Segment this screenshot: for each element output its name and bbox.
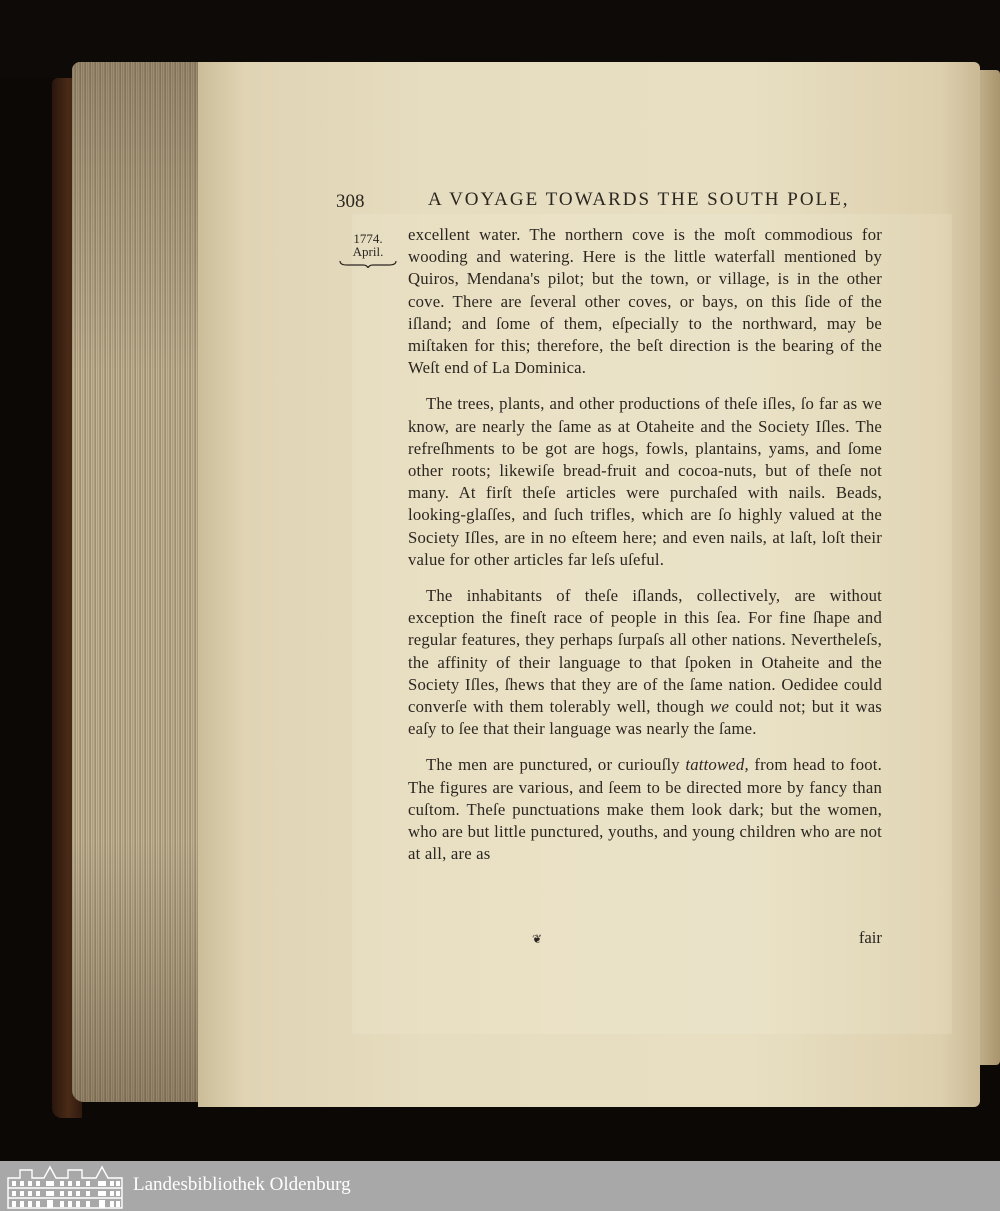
paragraph-4 <box>408 754 882 865</box>
catchword-row <box>408 928 882 952</box>
body-text <box>408 224 882 865</box>
facing-page-edge <box>980 70 1000 1065</box>
signature-mark: ❦ <box>532 932 543 946</box>
paragraph-2: The trees, plants, and other productions of theſe iſles, ſo far as we know, are nearly the ſame as at Otaheite and the Society Iſles. The refreſhments to be got are hogs, fowls, plantains, yams, and ſome other roots; likewiſe bread-fruit and cocoa-nuts, but of theſe not many. At firſt theſe articles were purchaſed with nails. Beads, looking-glaſſes, and ſuch trifles, which are ſo highly valued at the Society Iſles, are in no eſteem here; and even nails, at laſt, loſt their value for other articles far leſs uſeful. <box>408 394 882 569</box>
catchword: fair <box>858 928 882 947</box>
brace-icon <box>339 260 397 268</box>
library-building-logo-icon <box>6 1164 124 1209</box>
paragraph-4-tail: from head to foot. The figures are various, and ſeem to be directed more by fancy than cuſtom. Theſe punctuations make them look dark; but the women, who are but little punctured, youths, and young children who are not at all, are as <box>408 755 882 864</box>
margin-note <box>337 232 399 268</box>
paragraph-1: excellent water. The northern cove is the moſt commodious for wooding and watering. Here is the little waterfall mentioned by Quiros, Mendana's pilot; but the town, or village, is in the other cove. There are ſeveral other coves, or bays, on this ſide of the iſland; and ſome of them, eſpecially to the northward, may be miſtaken for this; therefore, the beſt direction is the bearing of the Weſt end of La Dominica. <box>408 225 882 378</box>
library-footer <box>0 1161 1000 1211</box>
paragraph-4-italic: tattowed, <box>685 755 749 775</box>
margin-note-year: 1774. <box>353 231 383 246</box>
paragraph-3-italic: we <box>710 697 730 717</box>
running-head <box>336 189 881 215</box>
margin-note-month: April. <box>352 244 384 259</box>
paragraph-3 <box>408 585 882 740</box>
library-name: Landesbibliothek Oldenburg <box>133 1174 351 1195</box>
page-number: 308 <box>336 191 365 212</box>
page-block-shading <box>72 62 204 1102</box>
running-title: A VOYAGE TOWARDS THE SOUTH POLE, <box>428 189 850 210</box>
paragraph-3-text: The inhabitants of theſe iſlands, collectively, are without exception the fineſt race of people in this ſea. For fine ſhape and regular features, they perhaps ſurpaſs all other nations. Neverthelеſs, the affinity of their language to that ſpoken in Otaheite and the Society Iſles, ſhews that they are of the ſame nation. Oedidee could converſe with them tolerably well, though <box>408 586 882 717</box>
paragraph-3-tail: could not; but it was eaſy to ſee that their language was nearly the ſame. <box>408 697 882 739</box>
paragraph-4-text: The men are punctured, or curiouſly <box>426 755 680 775</box>
